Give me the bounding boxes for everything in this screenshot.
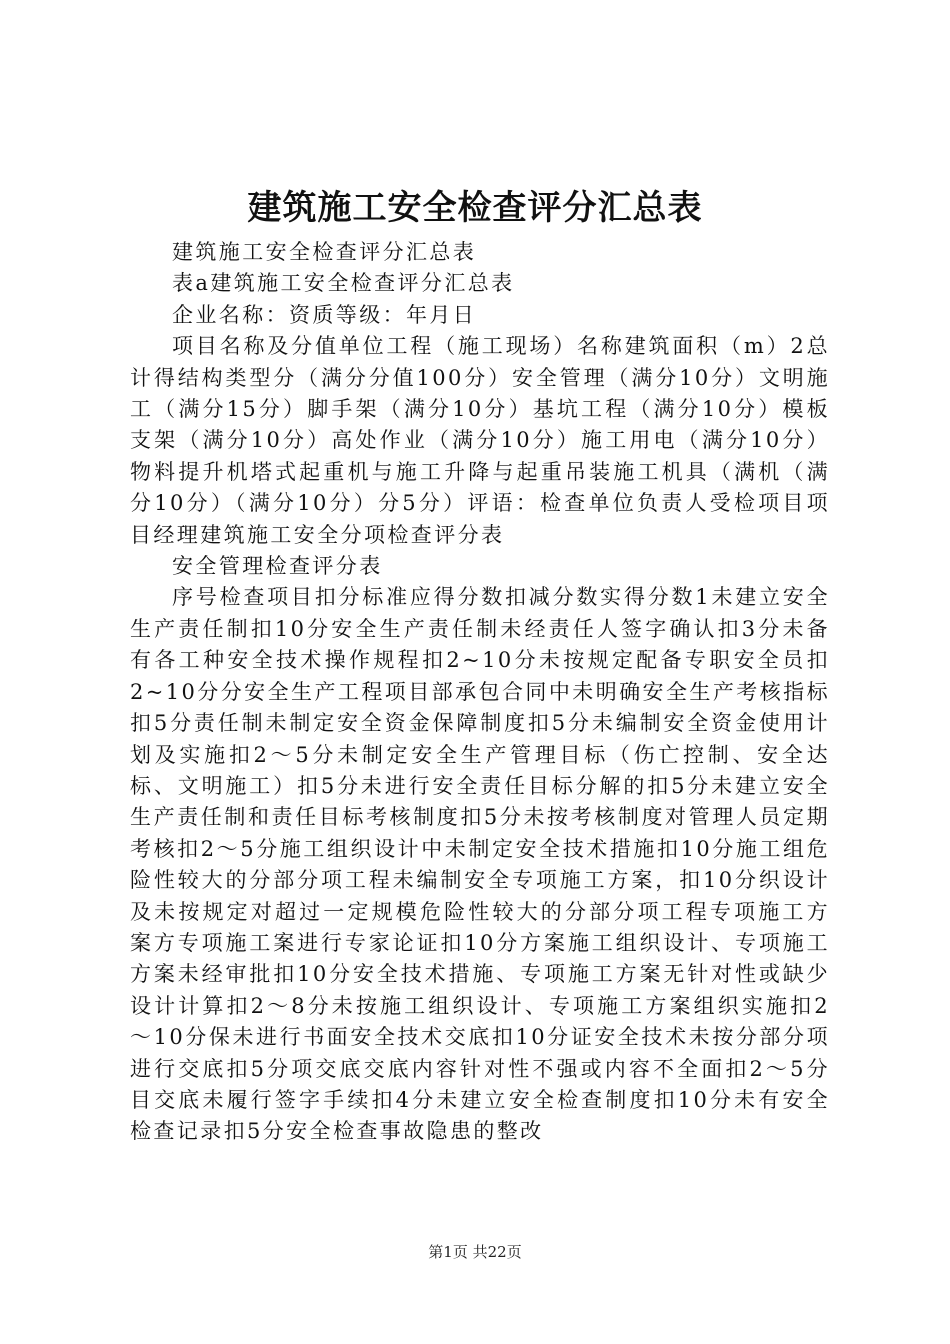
paragraph: 企业名称：资质等级：年月日	[172, 302, 477, 327]
document-title: 建筑施工安全检查评分汇总表	[247, 188, 703, 228]
page-footer: 第1页 共22页	[428, 1243, 522, 1261]
document-body	[130, 237, 830, 1148]
paragraph: 表a建筑施工安全检查评分汇总表	[172, 271, 515, 296]
paragraph: 项目名称及分值单位工程（施工现场）名称建筑面积（m）2总计得结构类型分（满分分值100分）安全管理（满分10分）文明施工（满分15分）脚手架（满分10分）基坑工程（满分10分）模板支架（满分10分）高处作业（满分10分）施工用电（满分10分）物料提升机塔式起重机与施工升降与起重吊装施工机具（满机（满分10分）（满分10分）分5分）评语：检查单位负责人受检项目项目经理建筑施工安全分项检查评分表	[130, 334, 830, 547]
paragraph: 序号检查项目扣分标准应得分数扣减分数实得分数1未建立安全生产责任制扣10分安全生产责任制未经责任人签字确认扣3分未备有各工种安全技术操作规程扣2~10分未按规定配备专职安全员扣2~10分分安全生产工程项目部承包合同中未明确安全生产考核指标扣5分责任制未制定安全资金保障制度扣5分未编制安全资金使用计划及实施扣2～5分未制定安全生产管理目标（伤亡控制、安全达标、文明施工）扣5分未进行安全责任目标分解的扣5分未建立安全生产责任制和责任目标考核制度扣5分未按考核制度对管理人员定期考核扣2～5分施工组织设计中未制定安全技术措施扣10分施工组危险性较大的分部分项工程未编制安全专项施工方案，扣10分织设计及未按规定对超过一定规模危险性较大的分部分项工程专项施工方案方专项施工案进行专家论证扣10分方案施工组织设计、专项施工方案未经审批扣10分安全技术措施、专项施工方案无针对性或缺少设计计算扣2～8分未按施工组织设计、专项施工方案组织实施扣2～10分保未进行书面安全技术交底扣10分证安全技术未按分部分项进行交底扣5分项交底交底内容针对性不强或内容不全面扣2～5分目交底未履行签字手续扣4分未建立安全检查制度扣10分未有安全检查记录扣5分安全检查事故隐患的整改	[130, 585, 830, 1144]
paragraph: 建筑施工安全检查评分汇总表	[172, 240, 477, 264]
paragraph: 安全管理检查评分表	[172, 554, 383, 579]
